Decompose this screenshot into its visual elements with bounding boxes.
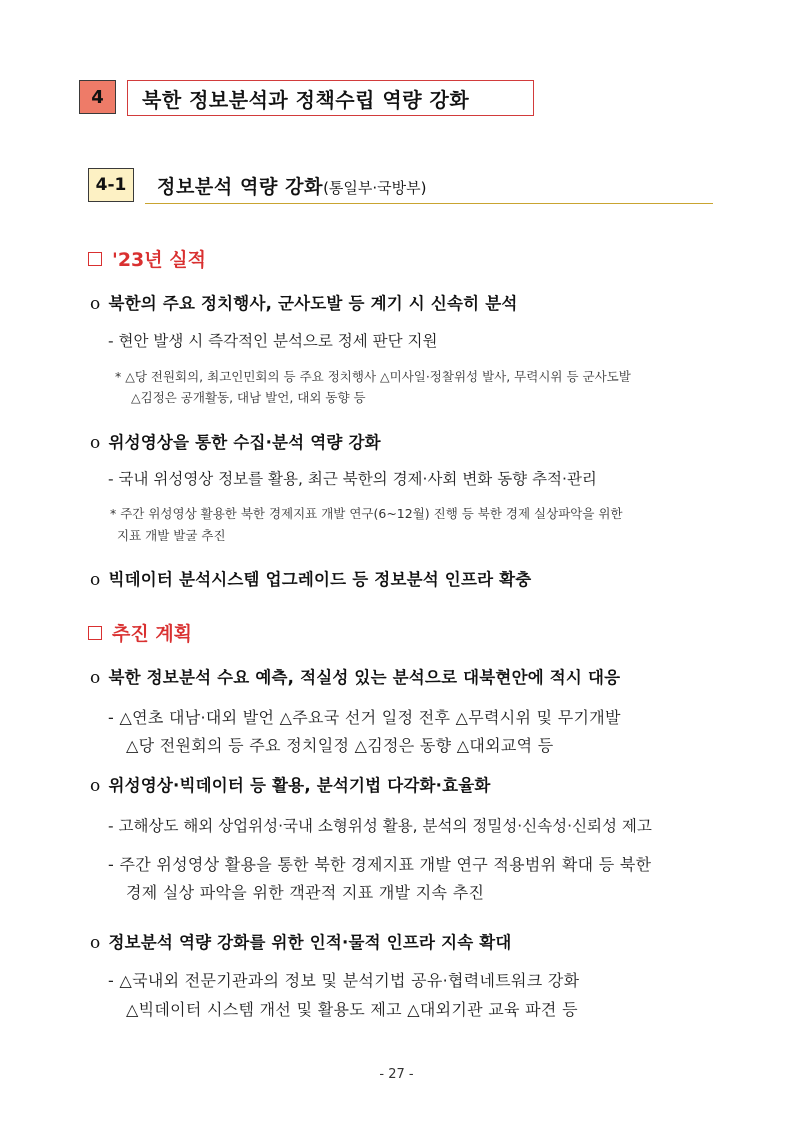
plan-item-2-sub-3: 경제 실상 파악을 위한 객관적 지표 개발 지속 추진 bbox=[126, 883, 485, 902]
section-title-text: 정보분석 역량 강화 bbox=[157, 176, 324, 198]
plan-item-2-sub-1: - 고해상도 해외 상업위성·국내 소형위성 활용, 분석의 정밀성·신속성·신뢰성 제고 bbox=[108, 817, 652, 835]
plan-item-1-text: 북한 정보분석 수요 예측, 적실성 있는 분석으로 대북현안에 적시 대응 bbox=[108, 668, 621, 687]
bullet-o-icon: o bbox=[90, 433, 101, 453]
plan-heading-text: 추진 계획 bbox=[112, 623, 193, 645]
plan-item-3-text: 정보분석 역량 강화를 위한 인적·물적 인프라 지속 확대 bbox=[108, 933, 512, 952]
bullet-o-icon: o bbox=[90, 668, 101, 688]
section-subtitle: (통일부·국방부) bbox=[323, 179, 427, 197]
results-item-3-text: 빅데이터 분석시스템 업그레이드 등 정보분석 인프라 확충 bbox=[108, 570, 532, 589]
plan-item-2-sub-2: - 주간 위성영상 활용을 통한 북한 경제지표 개발 연구 적용범위 확대 등 북한 bbox=[108, 855, 652, 874]
bullet-o-icon: o bbox=[90, 570, 101, 590]
results-item-2-note-2: 지표 개발 발굴 추진 bbox=[117, 528, 226, 543]
results-item-1-note-2: △김정은 공개활동, 대남 발언, 대외 동향 등 bbox=[131, 390, 366, 405]
section-title bbox=[157, 172, 426, 199]
square-bullet-icon bbox=[88, 626, 102, 640]
plan-item-3-sub-1: - △국내외 전문기관과의 정보 및 분석기법 공유·협력네트워크 강화 bbox=[108, 971, 580, 990]
section-number: 4-1 bbox=[88, 168, 134, 202]
results-item-1-sub: - 현안 발생 시 즉각적인 분석으로 정세 판단 지원 bbox=[108, 332, 438, 350]
results-item-2-note-1: * 주간 위성영상 활용한 북한 경제지표 개발 연구(6~12월) 진행 등 북한 경제 실상파악을 위한 bbox=[110, 506, 623, 521]
results-item-3 bbox=[90, 566, 531, 590]
page-number: - 27 - bbox=[379, 1067, 414, 1082]
results-heading bbox=[88, 245, 206, 272]
results-item-1-text: 북한의 주요 정치행사, 군사도발 등 계기 시 신속히 분석 bbox=[108, 294, 518, 313]
plan-item-1 bbox=[90, 664, 620, 688]
results-item-2 bbox=[90, 429, 381, 453]
plan-item-3-sub-2: △빅데이터 시스템 개선 및 활용도 제고 △대외기관 교육 파견 등 bbox=[126, 1000, 578, 1019]
square-bullet-icon bbox=[88, 252, 102, 266]
bullet-o-icon: o bbox=[90, 776, 101, 796]
section-underline bbox=[145, 203, 713, 204]
plan-item-3 bbox=[90, 929, 512, 953]
results-item-2-text: 위성영상을 통한 수집·분석 역량 강화 bbox=[108, 433, 381, 452]
results-item-2-sub: - 국내 위성영상 정보를 활용, 최근 북한의 경제·사회 변화 동향 추적·관리 bbox=[108, 470, 597, 488]
chapter-number: 4 bbox=[79, 80, 116, 114]
plan-item-2 bbox=[90, 772, 491, 796]
chapter-title: 북한 정보분석과 정책수립 역량 강화 bbox=[127, 80, 534, 116]
plan-item-2-text: 위성영상·빅데이터 등 활용, 분석기법 다각화·효율화 bbox=[108, 776, 491, 795]
bullet-o-icon: o bbox=[90, 933, 101, 953]
plan-item-1-sub-1: - △연초 대남·대외 발언 △주요국 선거 일정 전후 △무력시위 및 무기개발 bbox=[108, 708, 621, 727]
results-item-1-note-1: * △당 전원회의, 최고인민회의 등 주요 정치행사 △미사일·정찰위성 발사, 무력시위 등 군사도발 bbox=[115, 369, 631, 384]
plan-item-1-sub-2: △당 전원회의 등 주요 정치일정 △김정은 동향 △대외교역 등 bbox=[126, 736, 554, 755]
bullet-o-icon: o bbox=[90, 294, 101, 314]
results-heading-text: '23년 실적 bbox=[112, 249, 206, 271]
plan-heading bbox=[88, 619, 192, 646]
results-item-1 bbox=[90, 290, 518, 314]
